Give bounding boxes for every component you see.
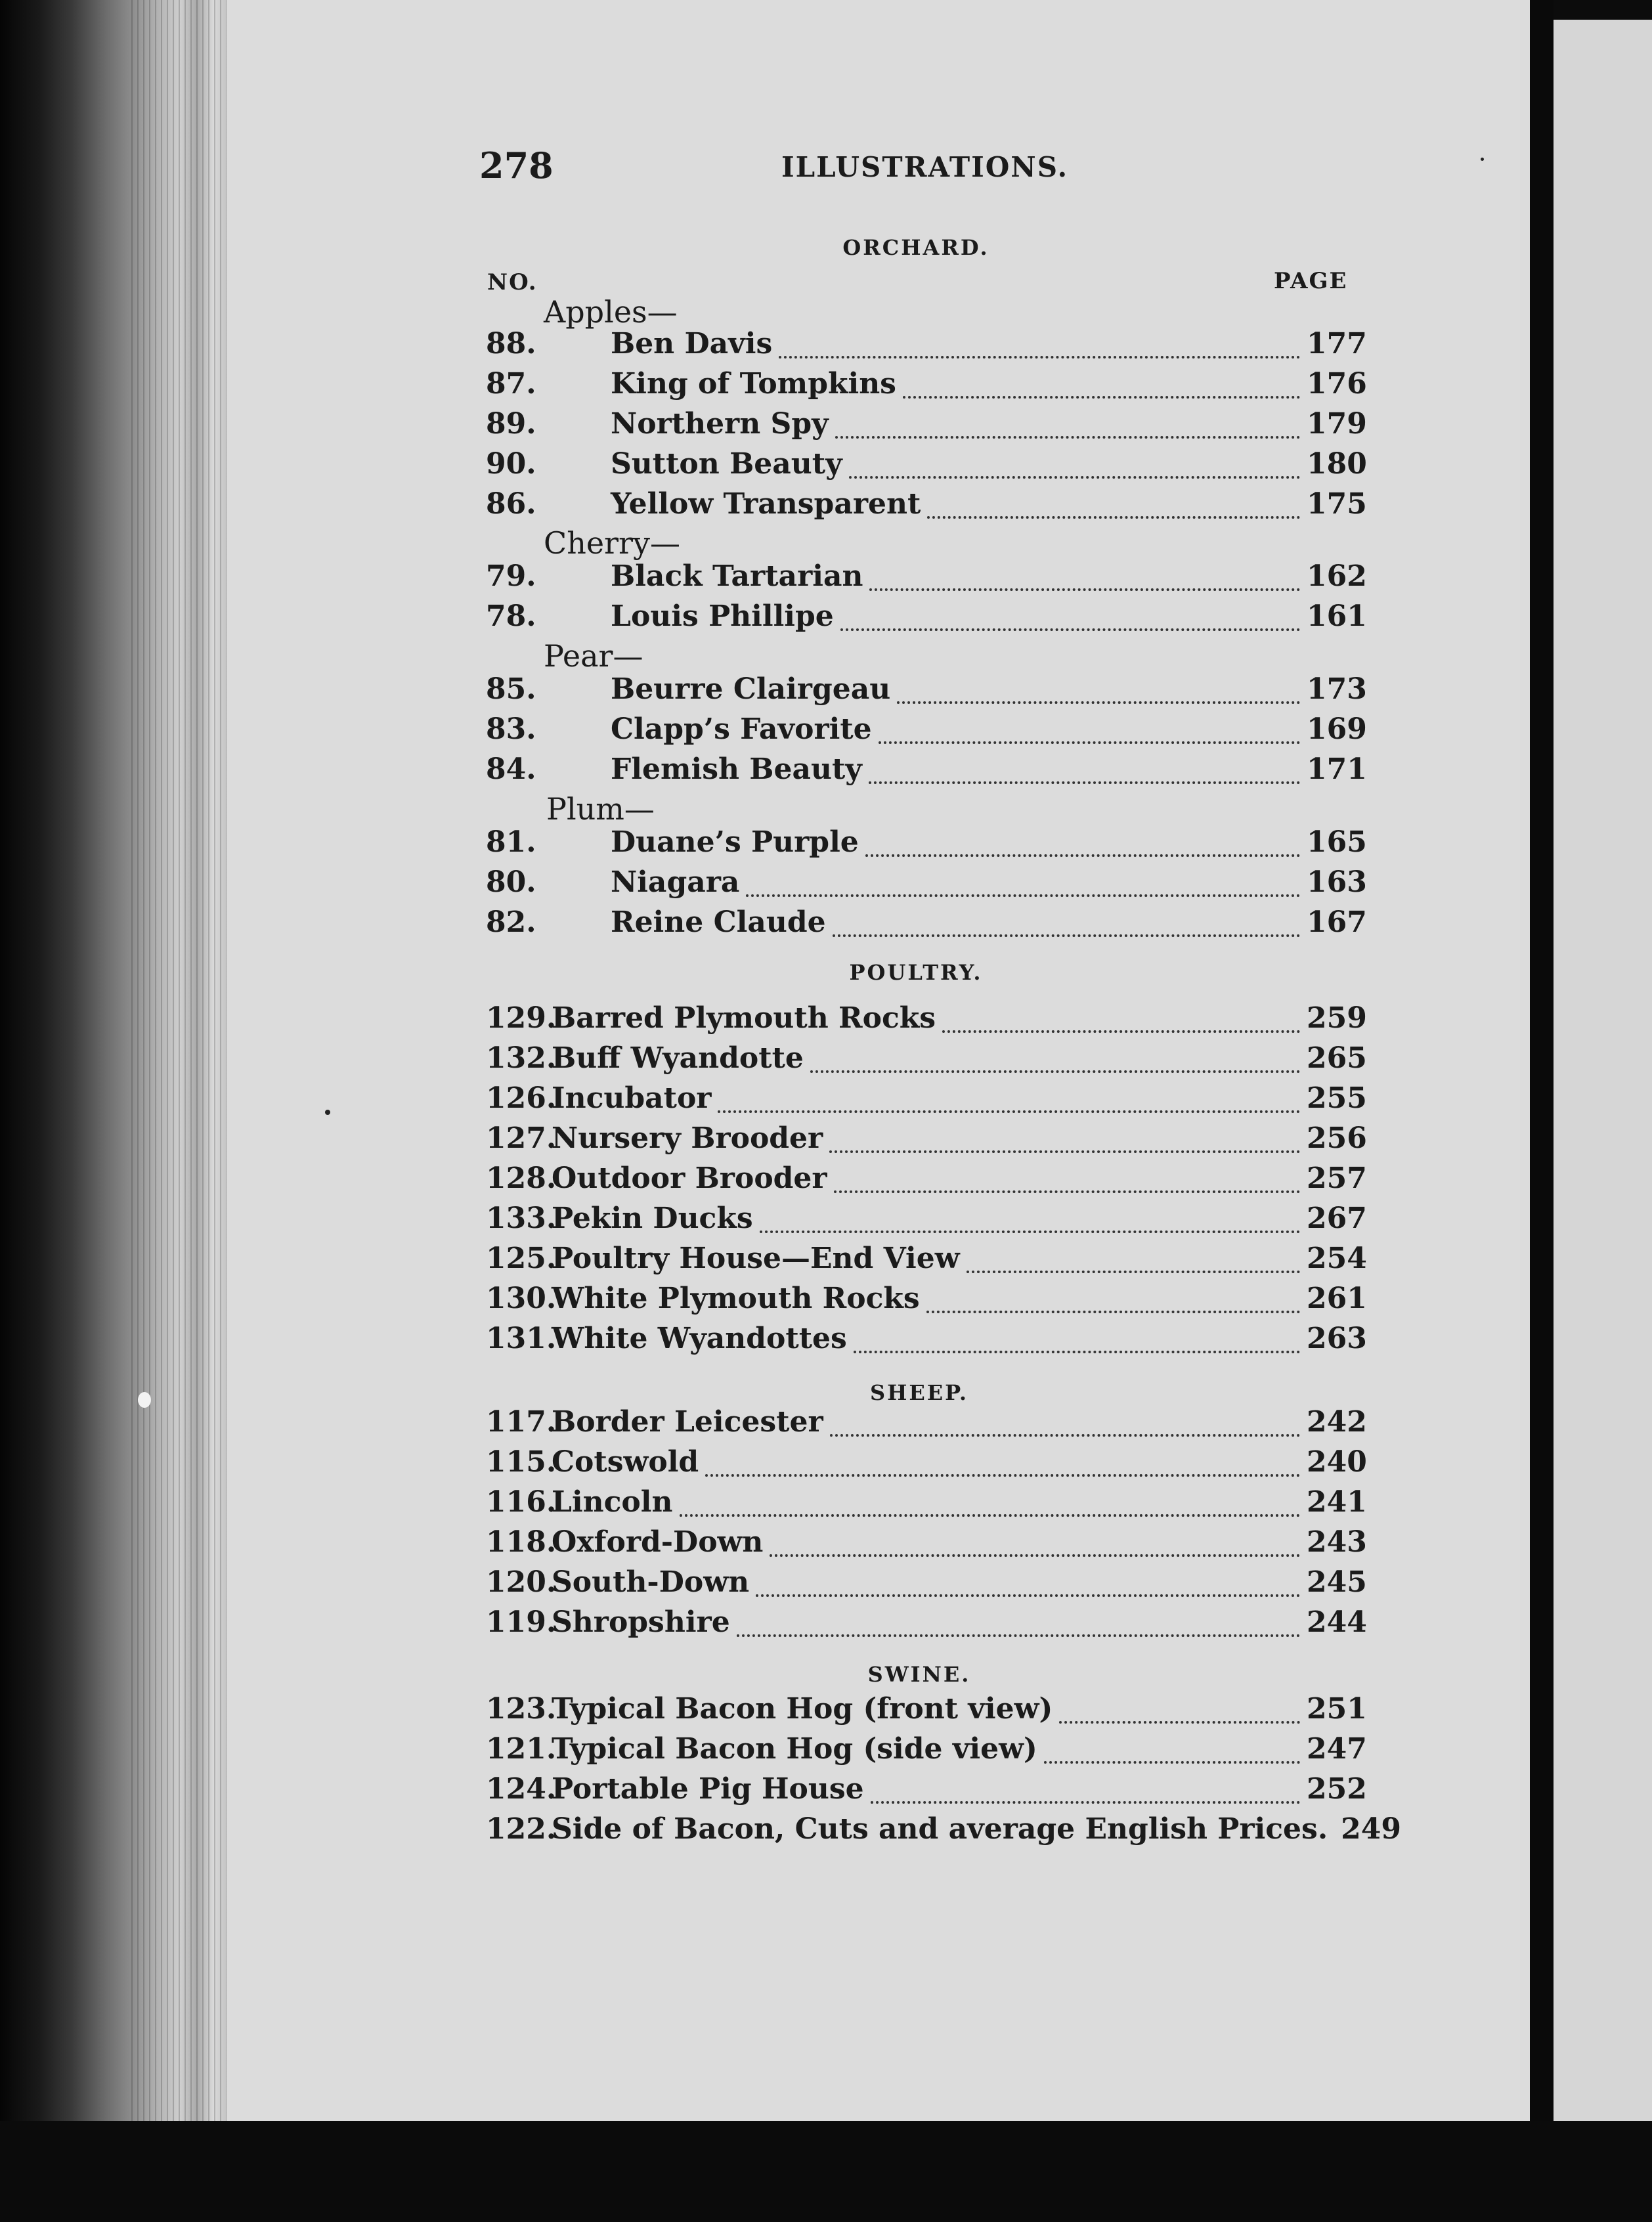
section-title-orchard: ORCHARD. <box>842 235 989 260</box>
list-item: 89. Northern Spy 179 <box>486 407 1367 441</box>
list-item: 84. Flemish Beauty 171 <box>486 752 1367 786</box>
list-item: 88. Ben Davis 177 <box>486 327 1367 360</box>
running-title: ILLUSTRATIONS. <box>781 151 1069 183</box>
group-label-pear: Pear— <box>544 638 643 674</box>
facing-page-edge <box>1554 20 1652 2121</box>
scan-speck <box>325 1110 330 1115</box>
list-item: 120. South-Down 245 <box>486 1565 1367 1599</box>
column-header-page: PAGE <box>1274 268 1348 294</box>
scan-background <box>0 2121 1652 2222</box>
list-item: 126. Incubator 255 <box>486 1081 1367 1115</box>
list-item: 130. White Plymouth Rocks 261 <box>486 1282 1367 1315</box>
list-item: 78. Louis Phillipe 161 <box>486 599 1367 633</box>
column-header-no: NO. <box>487 269 538 295</box>
list-item: 79. Black Tartarian 162 <box>486 559 1367 593</box>
group-label-plum: Plum— <box>546 791 655 827</box>
page-number: 278 <box>479 144 554 186</box>
list-item: 127. Nursery Brooder 256 <box>486 1122 1367 1155</box>
list-item: 116. Lincoln 241 <box>486 1485 1367 1519</box>
list-item: 81. Duane’s Purple 165 <box>486 825 1367 859</box>
list-item: 129. Barred Plymouth Rocks 259 <box>486 1001 1367 1035</box>
list-item: 133. Pekin Ducks 267 <box>486 1202 1367 1235</box>
list-item: 123. Typical Bacon Hog (front view) 251 <box>486 1692 1367 1726</box>
section-title-sheep: SHEEP. <box>869 1380 969 1405</box>
section-title-poultry: POULTRY. <box>849 960 983 985</box>
page-edge-lines <box>131 0 227 2222</box>
list-item: 80. Niagara 163 <box>486 865 1367 899</box>
list-item: 131. White Wyandottes 263 <box>486 1322 1367 1355</box>
list-item: 83. Clapp’s Favorite 169 <box>486 712 1367 746</box>
section-title-swine: SWINE. <box>867 1662 971 1687</box>
list-item: 85. Beurre Clairgeau 173 <box>486 672 1367 706</box>
list-item: 121. Typical Bacon Hog (side view) 247 <box>486 1732 1367 1766</box>
list-item: 118. Oxford-Down 243 <box>486 1525 1367 1559</box>
list-item: 86. Yellow Transparent 175 <box>486 487 1367 521</box>
list-item: 128. Outdoor Brooder 257 <box>486 1162 1367 1195</box>
list-item: 90. Sutton Beauty 180 <box>486 447 1367 481</box>
list-item: 125. Poultry House—End View 254 <box>486 1242 1367 1275</box>
list-item: 87. King of Tompkins 176 <box>486 367 1367 401</box>
list-item: 117. Border Leicester 242 <box>486 1405 1367 1439</box>
list-item: 132. Buff Wyandotte 265 <box>486 1041 1367 1075</box>
scan-speck <box>1481 158 1484 161</box>
list-item: 122. Side of Bacon, Cuts and average English Prices. 249 <box>486 1812 1401 1846</box>
list-item: 124. Portable Pig House 252 <box>486 1772 1367 1806</box>
list-item: 82. Reine Claude 167 <box>486 905 1367 939</box>
page-header <box>479 144 1359 197</box>
group-label-apples: Apples— <box>544 294 678 330</box>
list-item: 119. Shropshire 244 <box>486 1605 1367 1639</box>
group-label-cherry: Cherry— <box>544 525 681 561</box>
gutter-shadow <box>1530 0 1554 2222</box>
list-item: 115. Cotswold 240 <box>486 1445 1367 1479</box>
scan-speck <box>138 1392 151 1408</box>
